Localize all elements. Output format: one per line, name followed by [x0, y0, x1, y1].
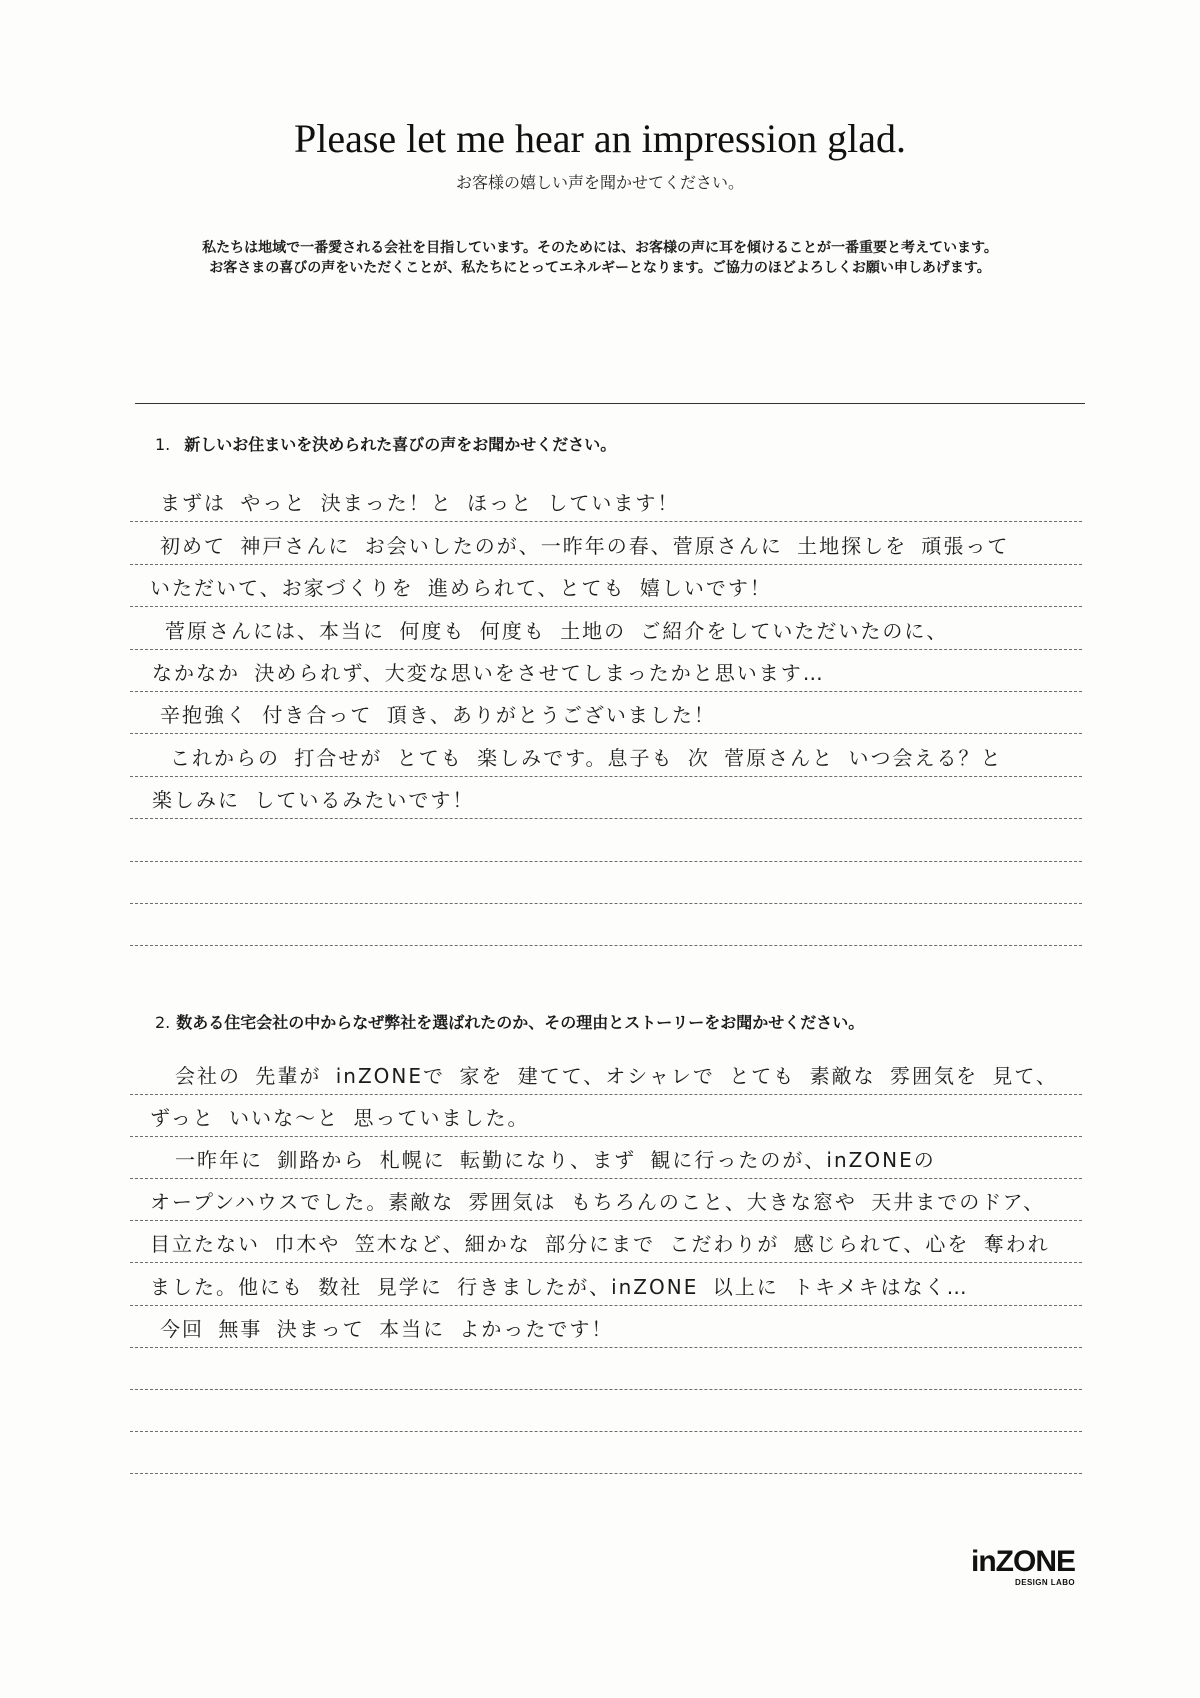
answer-line	[130, 650, 1082, 692]
answer-line	[130, 1053, 1082, 1095]
answer-line-empty	[130, 1432, 1082, 1474]
answer-line	[130, 1179, 1082, 1221]
handwritten-text: ました。他にも 数社 見学に 行きましたが、inZONE 以上に トキメキはなく…	[150, 1274, 969, 1299]
answer-line	[130, 1137, 1082, 1179]
intro-paragraph	[0, 238, 1200, 278]
section-divider	[135, 403, 1085, 404]
answer-line	[130, 734, 1082, 776]
question-text: 新しいお住まいを決められた喜びの声をお聞かせください。	[184, 435, 617, 454]
question-2-answer-area	[130, 1053, 1082, 1474]
handwritten-text: 一昨年に 釧路から 札幌に 転勤になり、まず 観に行ったのが、inZONEの	[175, 1148, 936, 1173]
handwritten-text: これからの 打合せが とても 楽しみです。息子も 次 菅原さんと いつ会える？と	[170, 745, 1003, 770]
answer-line	[130, 480, 1082, 522]
answer-line-empty	[130, 862, 1082, 904]
handwritten-text: ずっと いいな〜と 思っていました。	[150, 1106, 530, 1131]
answer-line	[130, 777, 1082, 819]
answer-line-empty	[130, 1390, 1082, 1432]
logo-tagline: DESIGN LABO	[1015, 1578, 1075, 1587]
answer-line	[130, 607, 1082, 649]
answer-line	[130, 1306, 1082, 1348]
handwritten-text: 今回 無事 決まって 本当に よかったです！	[160, 1316, 614, 1341]
logo-brand: inZONE	[971, 1545, 1075, 1578]
company-logo	[971, 1546, 1075, 1588]
handwritten-text: 菅原さんには、本当に 何度も 何度も 土地の ご紹介をしていただいたのに、	[165, 618, 949, 643]
handwritten-text: なかなか 決められず、大変な思いをさせてしまったかと思います…	[152, 660, 825, 685]
handwritten-text: 楽しみに しているみたいです！	[152, 788, 475, 813]
question-1-label	[155, 434, 616, 456]
page-subtitle: お客様の嬉しい声を聞かせてください。	[455, 173, 744, 192]
handwritten-text: まずは やっと 決まった！と ほっと しています！	[160, 491, 680, 516]
answer-line	[130, 1221, 1082, 1263]
intro-line: 私たちは地域で一番愛される会社を目指しています。そのためには、お客様の声に耳を傾けることが一番重要と考えています。	[202, 240, 998, 256]
answer-line-empty	[130, 819, 1082, 861]
answer-line	[130, 1263, 1082, 1305]
handwritten-text: 初めて 神戸さんに お会いしたのが、一昨年の春、菅原さんに 土地探しを 頑張って	[160, 533, 1010, 558]
intro-line: お客さまの喜びの声をいただくことが、私たちにとってエネルギーとなります。ご協力のほどよろしくお願い申しあげます。	[209, 260, 991, 276]
answer-line	[130, 565, 1082, 607]
question-number: 1.	[155, 435, 171, 454]
handwritten-text: オープンハウスでした。素敵な 雰囲気は もちろんのこと、大きな窓や 天井までのドア、	[150, 1190, 1046, 1215]
handwritten-text: 目立たない 巾木や 笠木など、細かな 部分にまで こだわりが 感じられて、心を 奪われ	[150, 1232, 1050, 1257]
question-text: 数ある住宅会社の中からなぜ弊社を選ばれたのか、その理由とストーリーをお聞かせください。	[176, 1013, 865, 1032]
question-2-label	[155, 1012, 864, 1034]
question-1-answer-area	[130, 480, 1082, 946]
handwritten-text: いただいて、お家づくりを 進められて、とても 嬉しいです！	[150, 576, 772, 601]
handwritten-text: 辛抱強く 付き合って 頂き、ありがとうございました！	[160, 703, 716, 728]
handwritten-text: 会社の 先輩が inZONEで 家を 建てて、オシャレで とても 素敵な 雰囲気を 見て、	[175, 1064, 1058, 1089]
answer-line-empty	[130, 1348, 1082, 1390]
page-title: Please let me hear an impression glad.	[293, 116, 907, 161]
answer-line-empty	[130, 904, 1082, 946]
question-number: 2.	[155, 1013, 171, 1032]
answer-line	[130, 522, 1082, 564]
answer-line	[130, 1095, 1082, 1137]
answer-line	[130, 692, 1082, 734]
